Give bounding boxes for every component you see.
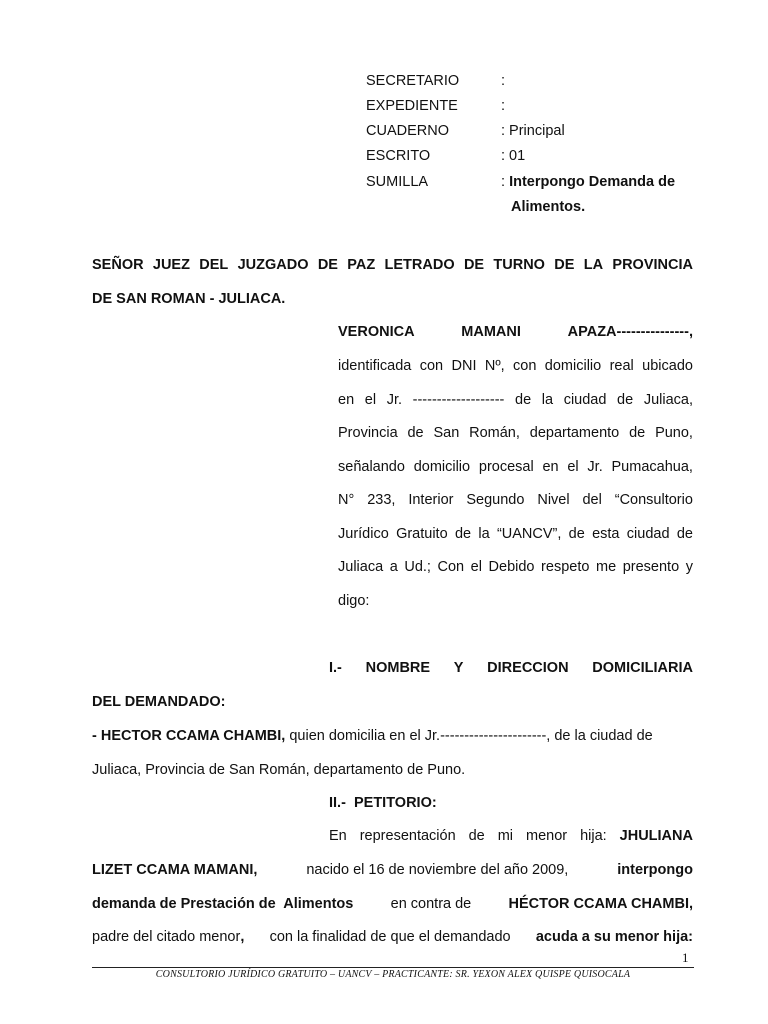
petition-line-3: demanda de Prestación de Alimentos en contra de HÉCTOR CCAMA CHAMBI,	[92, 896, 693, 912]
page-number: 1	[682, 950, 689, 965]
section-1-title: I.- NOMBRE Y DIRECCION DOMICILIARIA	[329, 660, 693, 676]
section-2-title: II.- PETITORIO:	[329, 795, 437, 811]
footer-divider	[92, 967, 694, 968]
section-1-title-continuation: DEL DEMANDADO:	[92, 694, 226, 710]
plaintiff-line-7: Juliaca a Ud.; Con el Debido respeto me presento y	[338, 559, 693, 575]
header-value-cuaderno: : Principal	[501, 123, 565, 139]
petition-line-1: En representación de mi menor hija: JHULIANA	[329, 828, 693, 844]
header-label-escrito: ESCRITO	[366, 148, 431, 164]
header-value-expediente: :	[501, 98, 506, 114]
header-label-secretario: SECRETARIO	[366, 73, 460, 89]
petition-line-4: padre del citado menor, con la finalidad de que el demandado acuda a su menor hija:	[92, 929, 693, 945]
footer-text: CONSULTORIO JURÍDICO GRATUITO – UANCV – PRACTICANTE: SR. YEXON ALEX QUISPE QUISOCALA	[155, 969, 631, 980]
plaintiff-line-1: identificada con DNI Nº, con domicilio real ubicado	[338, 358, 693, 374]
plaintiff-line-6: Jurídico Gratuito de la “UANCV”, de esta ciudad de	[338, 526, 693, 542]
petition-line-2: LIZET CCAMA MAMANI, nacido el 16 de noviembre del año 2009, interpongo	[92, 862, 693, 878]
header-value-secretario: :	[501, 73, 506, 89]
plaintiff-line-2: en el Jr. ------------------- de la ciudad de Juliaca,	[338, 392, 693, 408]
defendant-line-1: - HECTOR CCAMA CHAMBI, quien domicilia en el Jr.----------------------, de la ciudad de	[92, 728, 653, 744]
plaintiff-line-5: N° 233, Interior Segundo Nivel del “Consultorio	[338, 492, 693, 508]
header-value-sumilla: : Interpongo Demanda de	[501, 174, 676, 190]
plaintiff-line-8: digo:	[338, 593, 370, 609]
defendant-line-2: Juliaca, Provincia de San Román, departamento de Puno.	[92, 762, 466, 778]
plaintiff-line-3: Provincia de San Román, departamento de Puno,	[338, 425, 693, 441]
plaintiff-name: VERONICA MAMANI APAZA---------------,	[338, 324, 693, 340]
addressee-line-2: DE SAN ROMAN - JULIACA.	[92, 291, 286, 307]
header-label-cuaderno: CUADERNO	[366, 123, 449, 139]
header-label-expediente: EXPEDIENTE	[366, 98, 458, 114]
header-value-escrito: : 01	[501, 148, 526, 164]
addressee-line-1: SEÑOR JUEZ DEL JUZGADO DE PAZ LETRADO DE TURNO DE LA PROVINCIA	[92, 257, 693, 273]
header-label-sumilla: SUMILLA	[366, 174, 429, 190]
header-sumilla-continuation: Alimentos.	[511, 199, 586, 215]
plaintiff-line-4: señalando domicilio procesal en el Jr. Pumacahua,	[338, 459, 693, 475]
